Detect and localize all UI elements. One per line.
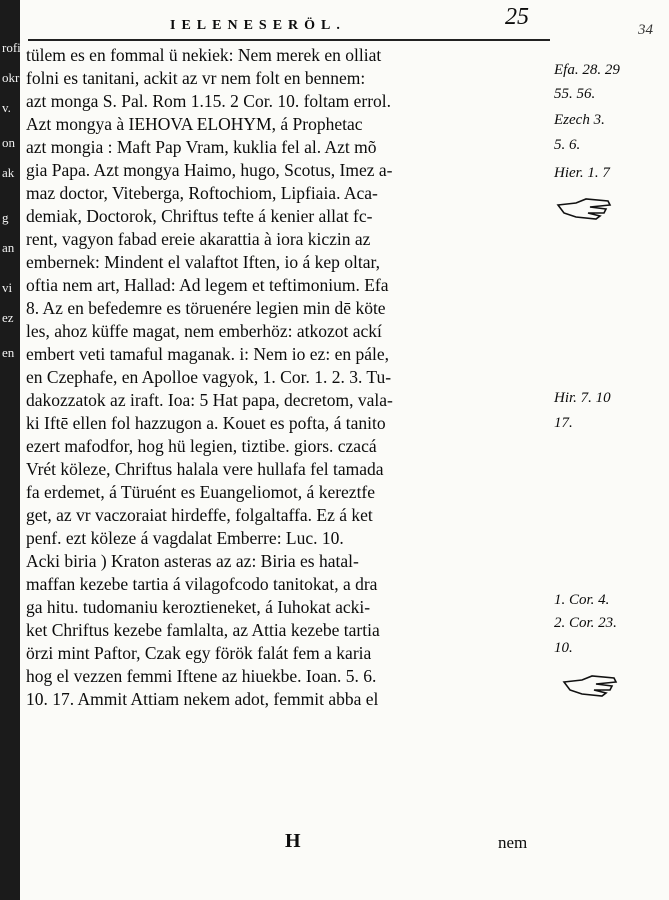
body-line: oftia nem art, Hallad: Ad legem et teftimonium. Efa xyxy=(26,275,389,295)
signature-mark: H xyxy=(285,830,301,852)
edge-text: on xyxy=(2,135,15,150)
edge-text: rofi xyxy=(2,40,21,55)
body-line: tülem es en fommal ü nekiek: Nem merek en olliat xyxy=(26,45,382,65)
margin-reference: Ezech 3. xyxy=(554,112,605,128)
edge-text: ak xyxy=(2,165,15,180)
margin-reference: 2. Cor. 23. xyxy=(554,615,617,631)
body-line: fa erdemet, á Türuént es Euangeliomot, á kereztfe xyxy=(26,482,376,502)
body-line: Azt mongya à IEHOVA ELOHYM, á Prophetac xyxy=(26,114,363,134)
edge-text: ez xyxy=(2,310,14,325)
margin-reference: 5. 6. xyxy=(554,137,581,153)
body-line: Vrét köleze, Chriftus halala vere hullafa fel tamada xyxy=(26,459,384,479)
body-line: les, ahoz küffe magat, nem emberhöz: atkozot ackí xyxy=(26,321,382,341)
pointing-hand-icon xyxy=(556,195,612,221)
body-line: gia Papa. Azt mongya Haimo, hugo, Scotus, Imez a- xyxy=(26,160,393,180)
running-title: IELENESERÖL. xyxy=(170,18,346,33)
edge-text: an xyxy=(2,240,15,255)
header-rule xyxy=(28,39,550,41)
body-line: ket Chriftus kezebe famlalta, az Attia kezebe tartia xyxy=(26,620,380,640)
body-line: folni es tanitani, ackit az vr nem folt en bennem: xyxy=(26,68,366,88)
body-line: örzi mint Paftor, Czak egy förök falát fem a karia xyxy=(26,643,372,663)
folio-number: 34 xyxy=(638,22,653,38)
margin-reference: Efa. 28. 29 xyxy=(554,62,620,78)
margin-reference: 55. 56. xyxy=(554,86,596,102)
body-line: maffan kezebe tartia á vilagofcodo tanitokat, a dra xyxy=(26,574,378,594)
margin-reference: 1. Cor. 4. xyxy=(554,592,610,608)
pointing-hand-icon xyxy=(562,672,618,698)
body-line: 10. 17. Ammit Attiam nekem adot, femmit abba el xyxy=(26,689,379,709)
body-line: embernek: Mindent el valaftot Iften, io á kep oltar, xyxy=(26,252,381,272)
body-line: hog el vezzen femmi Iftene az hiuekbe. Ioan. 5. 6. xyxy=(26,666,377,686)
body-line: 8. Az en befedemre es töruenére legien min dē köte xyxy=(26,298,386,318)
adjacent-page-edge xyxy=(0,0,20,900)
body-line: embert veti tamaful maganak. i: Nem io ez: en pále, xyxy=(26,344,389,364)
body-line: azt mongia : Maft Pap Vram, kuklia fel al. Azt mõ xyxy=(26,137,377,157)
body-line: get, az vr vaczoraiat hirdeffe, folgaltaffa. Ez á ket xyxy=(26,505,373,525)
page-number: 25 xyxy=(505,4,529,30)
body-line: en Czephafe, en Apolloe vagyok, 1. Cor. 1. 2. 3. Tu- xyxy=(26,367,392,387)
body-line: penf. ezt köleze á vagdalat Emberre: Luc. 10. xyxy=(26,528,344,548)
margin-reference: Hir. 7. 10 xyxy=(554,390,611,406)
edge-text: vi xyxy=(2,280,13,295)
body-line: rent, vagyon fabad ereie akarattia à iora kiczin az xyxy=(26,229,371,249)
body-line: maz doctor, Viteberga, Roftochiom, Lipfiaia. Aca- xyxy=(26,183,378,203)
margin-reference: 10. xyxy=(554,640,573,656)
body-line: demiak, Doctorok, Chriftus tefte á kenier allat fc- xyxy=(26,206,373,226)
margin-reference: 17. xyxy=(554,415,573,431)
edge-text: okr xyxy=(2,70,20,85)
body-line: dakozzatok az iraft. Ioa: 5 Hat papa, decretom, vala- xyxy=(26,390,393,410)
body-line: ki Iftē ellen fol hazzugon a. Kouet es pofta, á tanito xyxy=(26,413,386,433)
catchword: nem xyxy=(498,833,528,852)
body-line: azt monga S. Pal. Rom 1.15. 2 Cor. 10. foltam errol. xyxy=(26,91,392,111)
body-line: ezert mafodfor, hog hü legien, tiztibe. giors. czacá xyxy=(26,436,377,456)
body-line: Acki biria ) Kraton asteras az az: Biria es hatal- xyxy=(26,551,359,571)
edge-text: v. xyxy=(2,100,11,115)
edge-text: g xyxy=(2,210,9,225)
body-line: ga hitu. tudomaniu keroztieneket, á Iuhokat acki- xyxy=(26,597,371,617)
margin-reference: Hier. 1. 7 xyxy=(554,165,610,181)
edge-text: en xyxy=(2,345,15,360)
